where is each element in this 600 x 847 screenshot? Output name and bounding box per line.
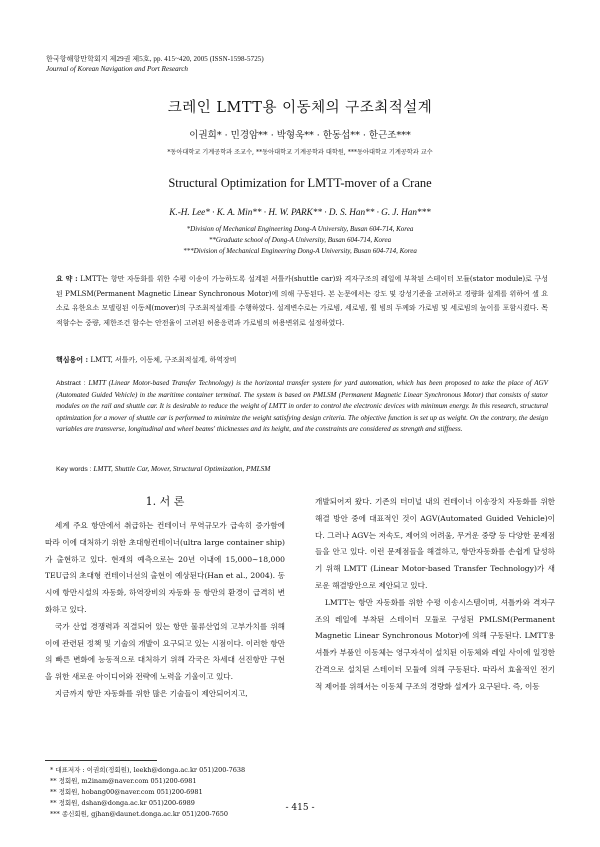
author-list-en: K.-H. Lee* · K. A. Min** · H. W. PARK** · D. S. Han** · G. J. Han***: [169, 207, 431, 217]
keywords-ko-text: LMTT, 셔틀카, 이동체, 구조최적설계, 하역장비: [90, 356, 237, 364]
body-paragraph: 지금까지 항만 자동화를 위한 많은 기술들이 제안되어지고,: [54, 688, 248, 698]
paper-title-ko: 크레인 LMTT용 이동체의 구조최적설계: [167, 100, 433, 116]
body-column-left: [45, 518, 285, 703]
footnote: *** 종신회원, gjhan@daunet.donga.ac.kr 051)200-7650: [50, 810, 229, 818]
footnote: ** 정회원, dshan@donga.ac.kr 051)200-6989: [50, 799, 195, 807]
body-paragraph: LMTT는 항만 자동화를 위한 수평 이송시스템이며, 셔틀카와 격자구조의 레일에 부착된 스테이터 모듈로 구성된 PMLSM(Permanent Magnetic Linear Synchronous Motor)에 의해 구동된다. LMTT용 셔틀카 부품인 이동체는 영구자석이 설치된 이동체와 레일 사이에 일정한 간격으로 설치된 스테이터 모듈에 의해 구동된다. 따라서 효율적인 전기적 제어를 위해서는 이동체 구조의 경량화 설계가 요구된다. 즉, 이동: [315, 597, 555, 691]
abstract-ko-label: 요 약 :: [56, 274, 78, 283]
keywords-ko-label: 핵심용어 :: [56, 355, 89, 364]
abstract-en: [56, 378, 548, 436]
keywords-en-text: LMTT, Shuttle Car, Mover, Structural Optimization, PMLSM: [93, 464, 271, 473]
author-list-ko: 이권희* · 민경암** · 박형욱** · 한동섭** · 한근조***: [189, 130, 411, 141]
affiliation-en-2: **Graduate school of Dong-A University, Busan 604-714, Korea: [208, 236, 392, 244]
journal-citation-ko: 한국항해항만학회지 제29권 제5호, pp. 415~420, 2005 (ISSN-1598-5725): [46, 55, 264, 63]
footnote: ** 정회원, hobang00@naver.com 051)200-6981: [50, 788, 203, 796]
journal-name-en: Journal of Korean Navigation and Port Research: [46, 65, 189, 73]
body-column-right: [315, 494, 555, 696]
keywords-en: [56, 464, 270, 473]
body-paragraph: 세계 주요 항만에서 취급하는 컨테이너 무역규모가 급속히 증가함에 따라 이에 대처하기 위한 초대형컨테이너(ultra large container ship)가 출현하고 있다. 현재의 예측으로는 20년 이내에 15,000~18,000 TEU급의 초대형 컨테이너선의 출현이 예상된다(Han et al., 2004). 동시에 항만시설의 자동화, 하역장비의 자동화 등 항만의 환경이 급격히 변화하고 있다.: [45, 521, 285, 614]
keywords-ko: [56, 355, 237, 365]
body-paragraph: 국가 산업 경쟁력과 직결되어 있는 항만 물류산업의 고부가치를 위해 이에 관련된 정책 및 기술의 개발이 요구되고 있는 시점이다. 이러한 항만의 빠른 변화에 능동적으로 대처하기 위해 각국은 차세대 선진항만 구현을 위한 새로운 아이디어와 전략에 노력을 기울이고 있다.: [45, 621, 285, 682]
page-number: - 415 -: [285, 803, 315, 813]
affiliation-en-1: *Division of Mechanical Engineering Dong-A University, Busan 604-714, Korea: [186, 225, 414, 233]
affiliation-ko: *동아대학교 기계공학과 조교수, **동아대학교 기계공학과 대학원, ***동아대학교 기계공학과 교수: [167, 149, 433, 156]
abstract-en-label: Abstract :: [56, 380, 86, 387]
footnote-divider: [45, 760, 157, 761]
abstract-ko-text: LMTT는 항만 자동화를 위한 수평 이송이 가능하도록 설계된 셔틀카(shuttle car)와 격자구조의 레일에 부착된 스테이터 모듈(stator module)로 구성된 PMLSM(Permanent Magnetic Linear Synchronous Motor)에 의해 구동된다. 본 논문에서는 강도 및 강성기준을 고려하고 경량화 설계를 위하여 셀 요소로 유한요소 모델링된 이동체(mover)의 구조최적설계를 수행하였다. 설계변수로는 가로빔, 세로빔, 휠 빔의 두께와 가로빔 및 세로빔의 높이를 포함시켰다. 목적함수는 중량, 제한조건 함수는 안전율이 고려된 허용응력과 가로빔의 허용변위로 설정하였다.: [56, 275, 548, 327]
section-heading: 1. 서 론: [145, 495, 185, 508]
abstract-en-text: LMTT (Linear Motor-based Transfer Technology) is the horizontal transfer system for yard automation, which has been proposed to take the place of AGV (Automated Guided Vehicle) in the maritime container terminal. The system is based on PMLSM (Permanent Magnetic Linear Synchronous Motor) that consists of stator modules on the rail and shuttle car. It is desirable to reduce the weight of LMTT in order to control the electronic devices with minimum energy. In this research, structural optimization for a mover of shuttle car is performed to minimize the weight satisfying design criteria. The objective function is set up as weight. On the contrary, the design variables are transverse, longitudinal and wheel beams' thicknesses and its height, and the constraints are considered as strength and stiffness.: [56, 379, 548, 434]
affiliation-en-3: ***Division of Mechanical Engineering Dong-A University, Busan 604-714, Korea: [183, 247, 417, 255]
keywords-en-label: Key words :: [56, 466, 92, 473]
body-paragraph: 개발되어져 왔다. 기존의 터미널 내의 컨테이너 이송장치 자동화를 위한 해결 방안 중에 대표적인 것이 AGV(Automated Guided Vehicle)이다. 그러나 AGV는 저속도, 제어의 어려움, 무거운 중량 등 다양한 문제점들을 안고 있다. 이런 문제점들을 해결하고, 항만자동화를 손쉽게 달성하기 위해 LMTT (Linear Motor-based Transfer Technology)가 새로운 해결방안으로 제안되고 있다.: [315, 497, 555, 590]
abstract-ko: [56, 272, 548, 330]
paper-title-en: Structural Optimization for LMTT-mover of a Crane: [168, 176, 432, 190]
footnote: ** 정회원, m2inam@naver.com 051)200-6981: [50, 777, 197, 785]
footnote: * 대표저자 : 이권희(정회원), leekh@donga.ac.kr 051)200-7638: [50, 766, 246, 774]
